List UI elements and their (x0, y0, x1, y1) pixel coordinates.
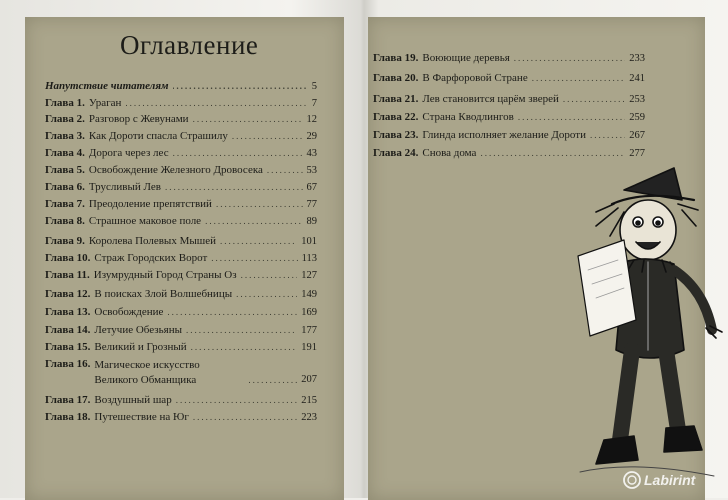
toc-entry-chapter-19[interactable] (373, 50, 645, 66)
toc-entry-chapter-17[interactable] (45, 392, 317, 408)
epigraph-page: 5 (311, 81, 317, 92)
leader-dots (232, 128, 303, 144)
chapter-title: Страна Кводлингов (422, 111, 514, 123)
chapter-title: Королева Полевых Мышей (88, 235, 216, 247)
page-number: 29 (306, 131, 317, 142)
chapter-number: Глава 10. (45, 252, 91, 264)
chapter-title: Освобождение (94, 306, 164, 318)
chapter-number: Глава 11. (45, 269, 90, 281)
page-number: 127 (301, 270, 317, 281)
page-number: 241 (629, 73, 645, 84)
leader-dots (176, 392, 298, 408)
chapter-number: Глава 21. (373, 93, 419, 105)
leader-dots (173, 145, 303, 161)
page-number: 169 (301, 307, 317, 318)
toc-entry-chapter-1[interactable] (45, 95, 317, 111)
chapter-number: Глава 3. (45, 130, 85, 142)
page-number: 101 (301, 236, 317, 247)
toc-entry-chapter-7[interactable] (45, 196, 317, 212)
chapter-number: Глава 22. (373, 111, 419, 123)
page-number: 53 (306, 165, 317, 176)
toc-entry-chapter-22[interactable] (373, 109, 645, 125)
chapter-number: Глава 1. (45, 97, 85, 109)
leader-dots (514, 50, 625, 66)
publisher-watermark (622, 468, 722, 492)
leader-dots (241, 267, 298, 283)
toc-entry-chapter-12[interactable] (45, 286, 317, 302)
leader-dots (480, 145, 625, 161)
chapter-title: Воздушный шар (94, 394, 172, 406)
leader-dots (236, 286, 297, 302)
leader-dots (248, 372, 297, 388)
leader-dots (193, 409, 297, 425)
svg-text:Labirint: Labirint (644, 472, 696, 488)
page-number: 113 (301, 253, 317, 264)
page-number: 253 (629, 94, 645, 105)
chapter-title: Страшное маковое поле (88, 215, 202, 227)
toc-entry-chapter-14[interactable] (45, 322, 317, 338)
chapter-number: Глава 5. (45, 164, 85, 176)
page-number: 215 (301, 395, 317, 406)
toc-entry-chapter-11[interactable] (45, 267, 317, 283)
leader-dots (167, 304, 297, 320)
toc-entry-chapter-23[interactable] (373, 127, 645, 143)
chapter-title: Великий и Грозный (94, 341, 187, 353)
chapter-title: Магическое искусство Великого Обманщика (94, 359, 200, 386)
chapter-number: Глава 7. (45, 198, 85, 210)
toc-entry-chapter-13[interactable] (45, 304, 317, 320)
page-number: 191 (301, 342, 317, 353)
page-number: 12 (306, 114, 317, 125)
toc-entry-chapter-4[interactable] (45, 145, 317, 161)
chapter-number: Глава 8. (45, 215, 85, 227)
chapter-number: Глава 4. (45, 147, 85, 159)
page-number: 233 (629, 53, 645, 64)
chapter-number: Глава 24. (373, 147, 419, 159)
page-number: 43 (306, 148, 317, 159)
chapter-title: Изумрудный Город Страны Оз (93, 269, 237, 281)
chapter-number: Глава 9. (45, 235, 85, 247)
chapter-number: Глава 20. (373, 72, 419, 84)
leader-dots (173, 78, 308, 94)
leader-dots (211, 250, 297, 266)
chapter-title: Преодоление препятствий (88, 198, 212, 210)
page-number: 267 (629, 130, 645, 141)
chapter-title: Путешествие на Юг (94, 411, 189, 423)
toc-entry-chapter-16[interactable] (45, 356, 317, 388)
page-number: 77 (306, 199, 317, 210)
chapter-number: Глава 15. (45, 341, 91, 353)
page-number: 7 (311, 98, 317, 109)
chapter-number: Глава 16. (45, 358, 91, 370)
leader-dots (193, 111, 303, 127)
leader-dots (216, 196, 303, 212)
page-number: 177 (301, 325, 317, 336)
chapter-number: Глава 23. (373, 129, 419, 141)
chapter-title: В Фарфоровой Стране (422, 72, 528, 84)
page-number: 277 (629, 148, 645, 159)
chapter-title: Дорога через лес (88, 147, 169, 159)
scarecrow-illustration (574, 160, 724, 490)
page-number: 223 (301, 412, 317, 423)
chapter-title: Ураган (88, 97, 122, 109)
leader-dots (267, 162, 303, 178)
page-number: 149 (301, 289, 317, 300)
chapter-title: Разговор с Жевунами (88, 113, 189, 125)
chapter-title: Освобождение Железного Дровосека (88, 164, 263, 176)
chapter-number: Глава 6. (45, 181, 85, 193)
toc-entry-chapter-3[interactable] (45, 128, 317, 144)
chapter-number: Глава 18. (45, 411, 91, 423)
toc-epigraph-entry[interactable] (45, 78, 317, 94)
leader-dots (186, 322, 297, 338)
chapter-title: Лев становится царём зверей (422, 93, 559, 105)
chapter-title: Глинда исполняет желание Дороти (422, 129, 586, 141)
page-number: 67 (306, 182, 317, 193)
epigraph-title: Напутствие читателям (45, 80, 169, 92)
leader-dots (532, 70, 626, 86)
leader-dots (590, 127, 625, 143)
chapter-title: Трусливый Лев (88, 181, 161, 193)
toc-entry-chapter-9[interactable] (45, 233, 317, 249)
toc-entry-chapter-18[interactable] (45, 409, 317, 425)
chapter-number: Глава 12. (45, 288, 91, 300)
chapter-number: Глава 2. (45, 113, 85, 125)
chapter-title: Воюющие деревья (422, 52, 510, 64)
toc-entry-chapter-15[interactable] (45, 339, 317, 355)
chapter-number: Глава 19. (373, 52, 419, 64)
toc-entry-chapter-2[interactable] (45, 111, 317, 127)
chapter-number: Глава 13. (45, 306, 91, 318)
chapter-title: Снова дома (422, 147, 477, 159)
leader-dots (165, 179, 303, 195)
leader-dots (563, 91, 625, 107)
leader-dots (220, 233, 297, 249)
leader-dots (125, 95, 307, 111)
page-number: 207 (301, 374, 317, 385)
labirint-logo-icon (622, 468, 722, 492)
chapter-number: Глава 17. (45, 394, 91, 406)
leader-dots (518, 109, 625, 125)
toc-entry-chapter-24[interactable] (373, 145, 645, 161)
toc-entry-chapter-8[interactable] (45, 213, 317, 229)
chapter-title: В поисках Злой Волшебницы (94, 288, 233, 300)
page-number: 89 (306, 216, 317, 227)
toc-entry-chapter-20[interactable] (373, 70, 645, 86)
toc-entry-chapter-21[interactable] (373, 91, 645, 107)
toc-entry-chapter-10[interactable] (45, 250, 317, 266)
chapter-number: Глава 14. (45, 324, 91, 336)
leader-dots (191, 339, 298, 355)
toc-entry-chapter-5[interactable] (45, 162, 317, 178)
page-number: 259 (629, 112, 645, 123)
chapter-title: Летучие Обезьяны (94, 324, 182, 336)
leader-dots (205, 213, 302, 229)
toc-entry-chapter-6[interactable] (45, 179, 317, 195)
chapter-title: Как Дороти спасла Страшилу (88, 130, 228, 142)
page-title: Оглавление (120, 30, 259, 60)
chapter-title: Страж Городских Ворот (94, 252, 208, 264)
